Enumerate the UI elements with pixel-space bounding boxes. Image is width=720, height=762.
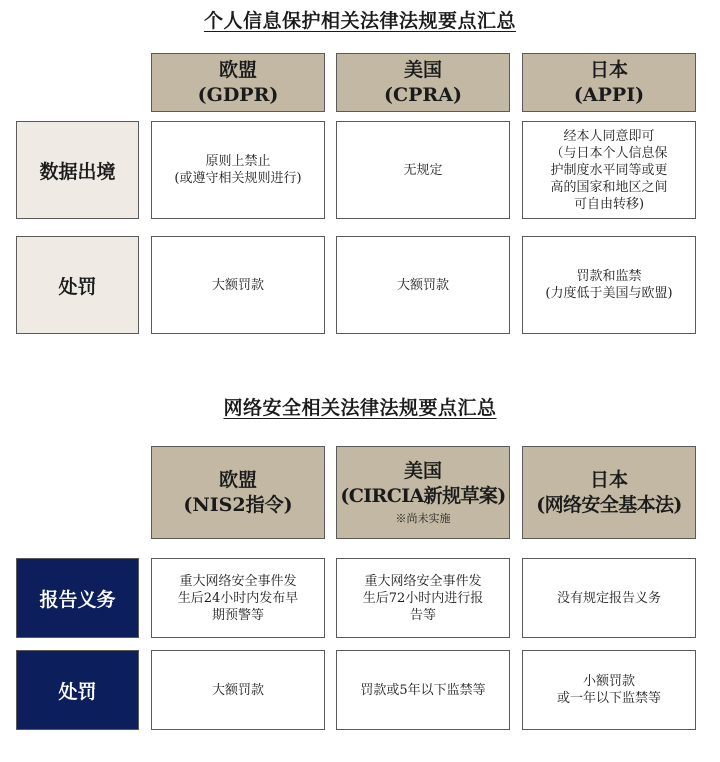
cyber-col-us — [336, 446, 510, 539]
privacy-col-us — [336, 53, 510, 112]
privacy-cell-data-export-us — [336, 121, 510, 219]
privacy-row-label-penalty: 处罚 — [16, 236, 139, 334]
privacy-table-title: 个人信息保护相关法律法规要点汇总 — [203, 10, 516, 32]
privacy-cell-data-export-jp — [522, 121, 696, 219]
col-law: (APPI) — [573, 83, 645, 106]
cyber-cell-reporting-us — [336, 558, 510, 638]
col-law: (网络安全基本法) — [536, 493, 682, 516]
col-law: (CPRA) — [384, 83, 462, 106]
privacy-cell-data-export-eu — [151, 121, 325, 219]
col-law: (GDPR) — [197, 83, 279, 106]
cyber-col-eu — [151, 446, 325, 539]
cell-line: 生后72小时内进行报 — [362, 590, 484, 606]
cell-line: 大额罚款 — [396, 277, 449, 293]
cell-line: 大额罚款 — [211, 682, 264, 698]
cell-line: 重大网络安全事件发 — [179, 573, 297, 589]
privacy-col-jp — [522, 53, 696, 112]
cyber-cell-reporting-eu — [151, 558, 325, 638]
cyber-row-label-reporting: 报告义务 — [16, 558, 139, 638]
cell-line: 期预警等 — [211, 607, 264, 623]
cell-line: (或遵守相关规则进行) — [174, 171, 302, 186]
cell-line: 大额罚款 — [211, 277, 264, 293]
col-name: 日本 — [589, 468, 628, 491]
col-law: (NIS2指令) — [183, 493, 293, 516]
cell-line: 告等 — [409, 607, 436, 623]
cell-line: (力度低于美国与欧盟) — [545, 286, 673, 301]
cyber-cell-penalty-us — [336, 650, 510, 730]
cell-line: 没有规定报告义务 — [556, 590, 661, 606]
col-name: 日本 — [589, 58, 628, 81]
cell-line: 生后24小时内发布早 — [177, 590, 299, 606]
cell-line: 无规定 — [403, 162, 443, 178]
privacy-cell-penalty-jp — [522, 236, 696, 334]
col-name: 欧盟 — [218, 468, 257, 491]
col-name: 美国 — [403, 459, 442, 482]
cyber-table-title: 网络安全相关法律法规要点汇总 — [223, 397, 497, 419]
cyber-cell-penalty-jp — [522, 650, 696, 730]
cell-line: 经本人同意即可 — [563, 128, 655, 144]
cell-line: 高的国家和地区之间 — [550, 179, 668, 195]
cell-line: 或一年以下监禁等 — [556, 691, 661, 706]
privacy-cell-penalty-us — [336, 236, 510, 334]
cell-line: 重大网络安全事件发 — [364, 573, 482, 589]
cell-line: 可自由转移) — [573, 196, 645, 212]
cyber-col-jp — [522, 446, 696, 539]
cyber-row-label-penalty: 处罚 — [16, 650, 139, 730]
not-yet-implemented-note: ※尚未实施 — [395, 511, 451, 525]
col-name: 欧盟 — [218, 58, 257, 81]
cell-line: （与日本个人信息保 — [550, 145, 668, 161]
cyber-cell-penalty-eu — [151, 650, 325, 730]
cell-line: 罚款或5年以下监禁等 — [360, 682, 486, 698]
privacy-col-eu — [151, 53, 325, 112]
cell-line: 原则上禁止 — [205, 154, 271, 169]
cell-line: 护制度水平同等或更 — [550, 162, 668, 178]
col-name: 美国 — [403, 58, 442, 81]
privacy-cell-penalty-eu — [151, 236, 325, 334]
privacy-row-label-data-export: 数据出境 — [16, 121, 139, 219]
col-law: (CIRCIA新规草案) — [340, 484, 506, 507]
cell-line: 小额罚款 — [582, 674, 635, 689]
cyber-cell-reporting-jp — [522, 558, 696, 638]
cell-line: 罚款和监禁 — [576, 269, 642, 284]
